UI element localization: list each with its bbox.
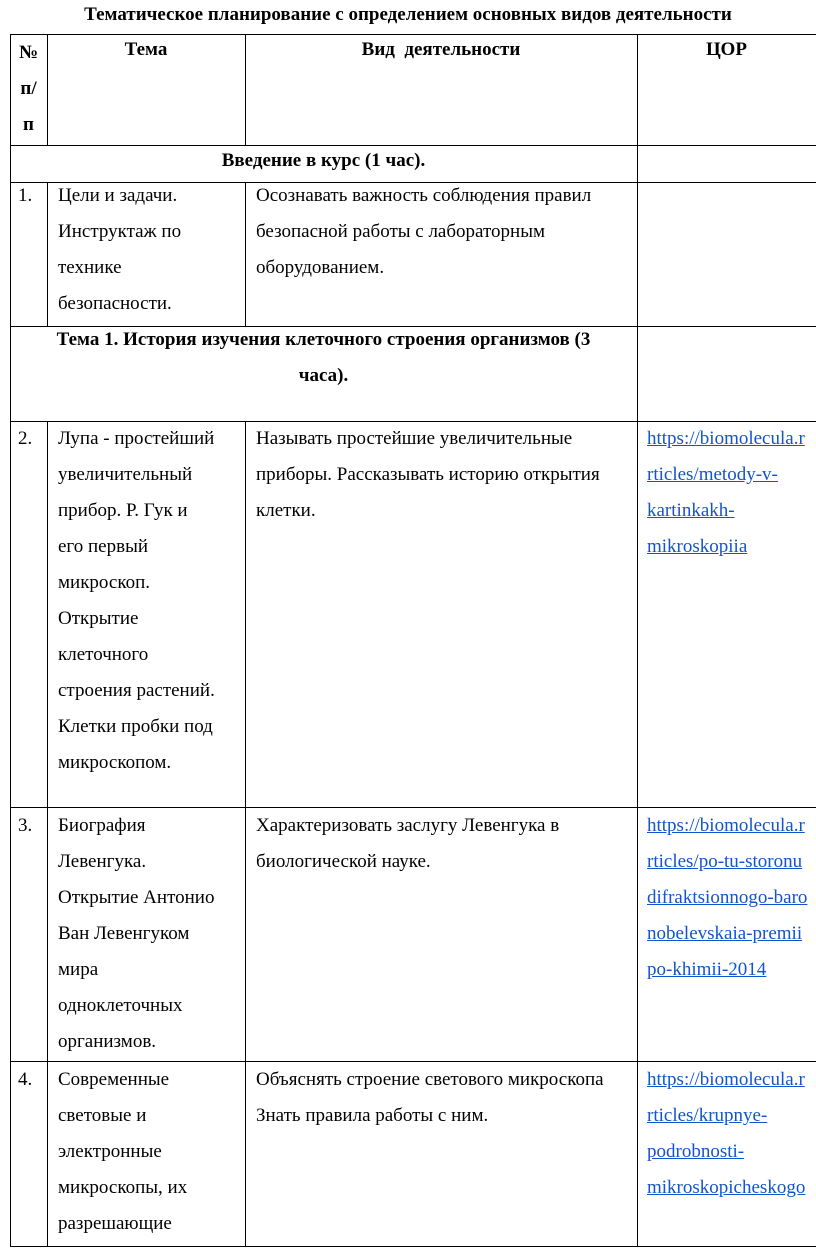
topic-line: разрешающие xyxy=(58,1213,172,1234)
topic-line: микроскопы, их xyxy=(58,1177,188,1198)
resource-link[interactable]: https://biomolecula.r xyxy=(647,1069,805,1090)
row-cor xyxy=(647,808,816,988)
row-number: 1. xyxy=(18,185,33,206)
resource-link[interactable]: podrobnosti- xyxy=(647,1141,745,1162)
activity-line: оборудованием. xyxy=(256,257,385,278)
row-activity xyxy=(256,1062,637,1134)
row-activity xyxy=(256,421,637,529)
header-activity: Вид деятельности xyxy=(361,39,521,60)
resource-link[interactable]: mikroskopiia xyxy=(647,536,748,557)
header-cor: ЦОР xyxy=(706,39,747,60)
topic-line: Лупа - простейший xyxy=(58,428,215,449)
header-number xyxy=(10,35,47,143)
activity-line: безопасной работы с лабораторным xyxy=(256,221,545,242)
header-number-line: п/ xyxy=(20,78,37,99)
activity-line: Объяснять строение светового микроскопа xyxy=(256,1069,604,1090)
topic-line: прибор. Р. Гук и xyxy=(58,500,188,521)
topic-line: Современные xyxy=(58,1069,170,1090)
topic-line: световые и xyxy=(58,1105,147,1126)
topic-line: Открытие xyxy=(58,608,139,629)
topic-line: безопасности. xyxy=(58,293,172,314)
topic-line: Инструктаж по xyxy=(58,221,182,242)
table-rule xyxy=(637,34,638,1247)
activity-line: Называть простейшие увеличительные xyxy=(256,428,573,449)
topic-line: строения растений. xyxy=(58,680,215,701)
topic-line: увеличительный xyxy=(58,464,193,485)
topic-line: микроскоп. xyxy=(58,572,151,593)
topic-line: Открытие Антонио xyxy=(58,887,215,908)
section-heading-line: Тема 1. История изучения клеточного строения организмов (3 xyxy=(56,329,591,350)
topic-line: Ван Левенгуком xyxy=(58,923,190,944)
resource-link[interactable]: po-khimii-2014 xyxy=(647,959,767,980)
section-heading xyxy=(10,322,637,394)
topic-line: клеточного xyxy=(58,644,149,665)
section-heading: Введение в курс (1 час). xyxy=(221,150,426,171)
activity-line: клетки. xyxy=(256,500,316,521)
table-rule xyxy=(10,1246,816,1247)
row-topic xyxy=(58,1062,187,1242)
activity-line: Знать правила работы с ним. xyxy=(256,1105,489,1126)
topic-line: Левенгука. xyxy=(58,851,147,872)
row-topic xyxy=(58,421,215,781)
activity-line: Характеризовать заслугу Левенгука в xyxy=(256,815,560,836)
resource-link[interactable]: rticles/po-tu-storonu xyxy=(647,851,803,872)
table-rule xyxy=(47,182,48,327)
resource-link[interactable]: mikroskopicheskogo xyxy=(647,1177,806,1198)
row-cor xyxy=(647,1062,816,1206)
header-topic: Тема xyxy=(124,39,168,60)
topic-line: микроскопом. xyxy=(58,752,172,773)
row-topic xyxy=(58,808,214,1060)
topic-line: технике xyxy=(58,257,122,278)
resource-link[interactable]: nobelevskaia-premii xyxy=(647,923,803,944)
section-heading-line: часа). xyxy=(298,365,349,386)
topic-line: Биография xyxy=(58,815,146,836)
row-activity xyxy=(256,178,591,286)
resource-link[interactable]: https://biomolecula.r xyxy=(647,815,805,836)
resource-link[interactable]: kartinkakh- xyxy=(647,500,735,521)
row-cor xyxy=(647,421,816,565)
resource-link[interactable]: rticles/metody-v- xyxy=(647,464,778,485)
row-number: 3. xyxy=(18,815,33,836)
header-number-line: п xyxy=(23,114,34,135)
resource-link[interactable]: https://biomolecula.r xyxy=(647,428,805,449)
table-rule xyxy=(245,182,246,327)
topic-line: Цели и задачи. xyxy=(58,185,178,206)
header-number-line: № xyxy=(18,42,39,63)
table-rule xyxy=(245,421,246,1247)
topic-line: организмов. xyxy=(58,1031,157,1052)
topic-line: мира xyxy=(58,959,99,980)
row-topic xyxy=(58,178,181,322)
table-rule xyxy=(47,421,48,1247)
resource-link[interactable]: rticles/krupnye- xyxy=(647,1105,768,1126)
page-title: Тематическое планирование с определением основных видов деятельности xyxy=(84,4,732,25)
activity-line: Осознавать важность соблюдения правил xyxy=(256,185,592,206)
topic-line: его первый xyxy=(58,536,149,557)
topic-line: Клетки пробки под xyxy=(58,716,213,737)
topic-line: одноклеточных xyxy=(58,995,183,1016)
row-number: 2. xyxy=(18,428,33,449)
row-activity xyxy=(256,808,637,880)
activity-line: биологической науке. xyxy=(256,851,431,872)
activity-line: приборы. Рассказывать историю открытия xyxy=(256,464,600,485)
table-rule xyxy=(10,34,11,1247)
topic-line: электронные xyxy=(58,1141,162,1162)
resource-link[interactable]: difraktsionnogo-baro xyxy=(647,887,808,908)
row-number: 4. xyxy=(18,1069,33,1090)
